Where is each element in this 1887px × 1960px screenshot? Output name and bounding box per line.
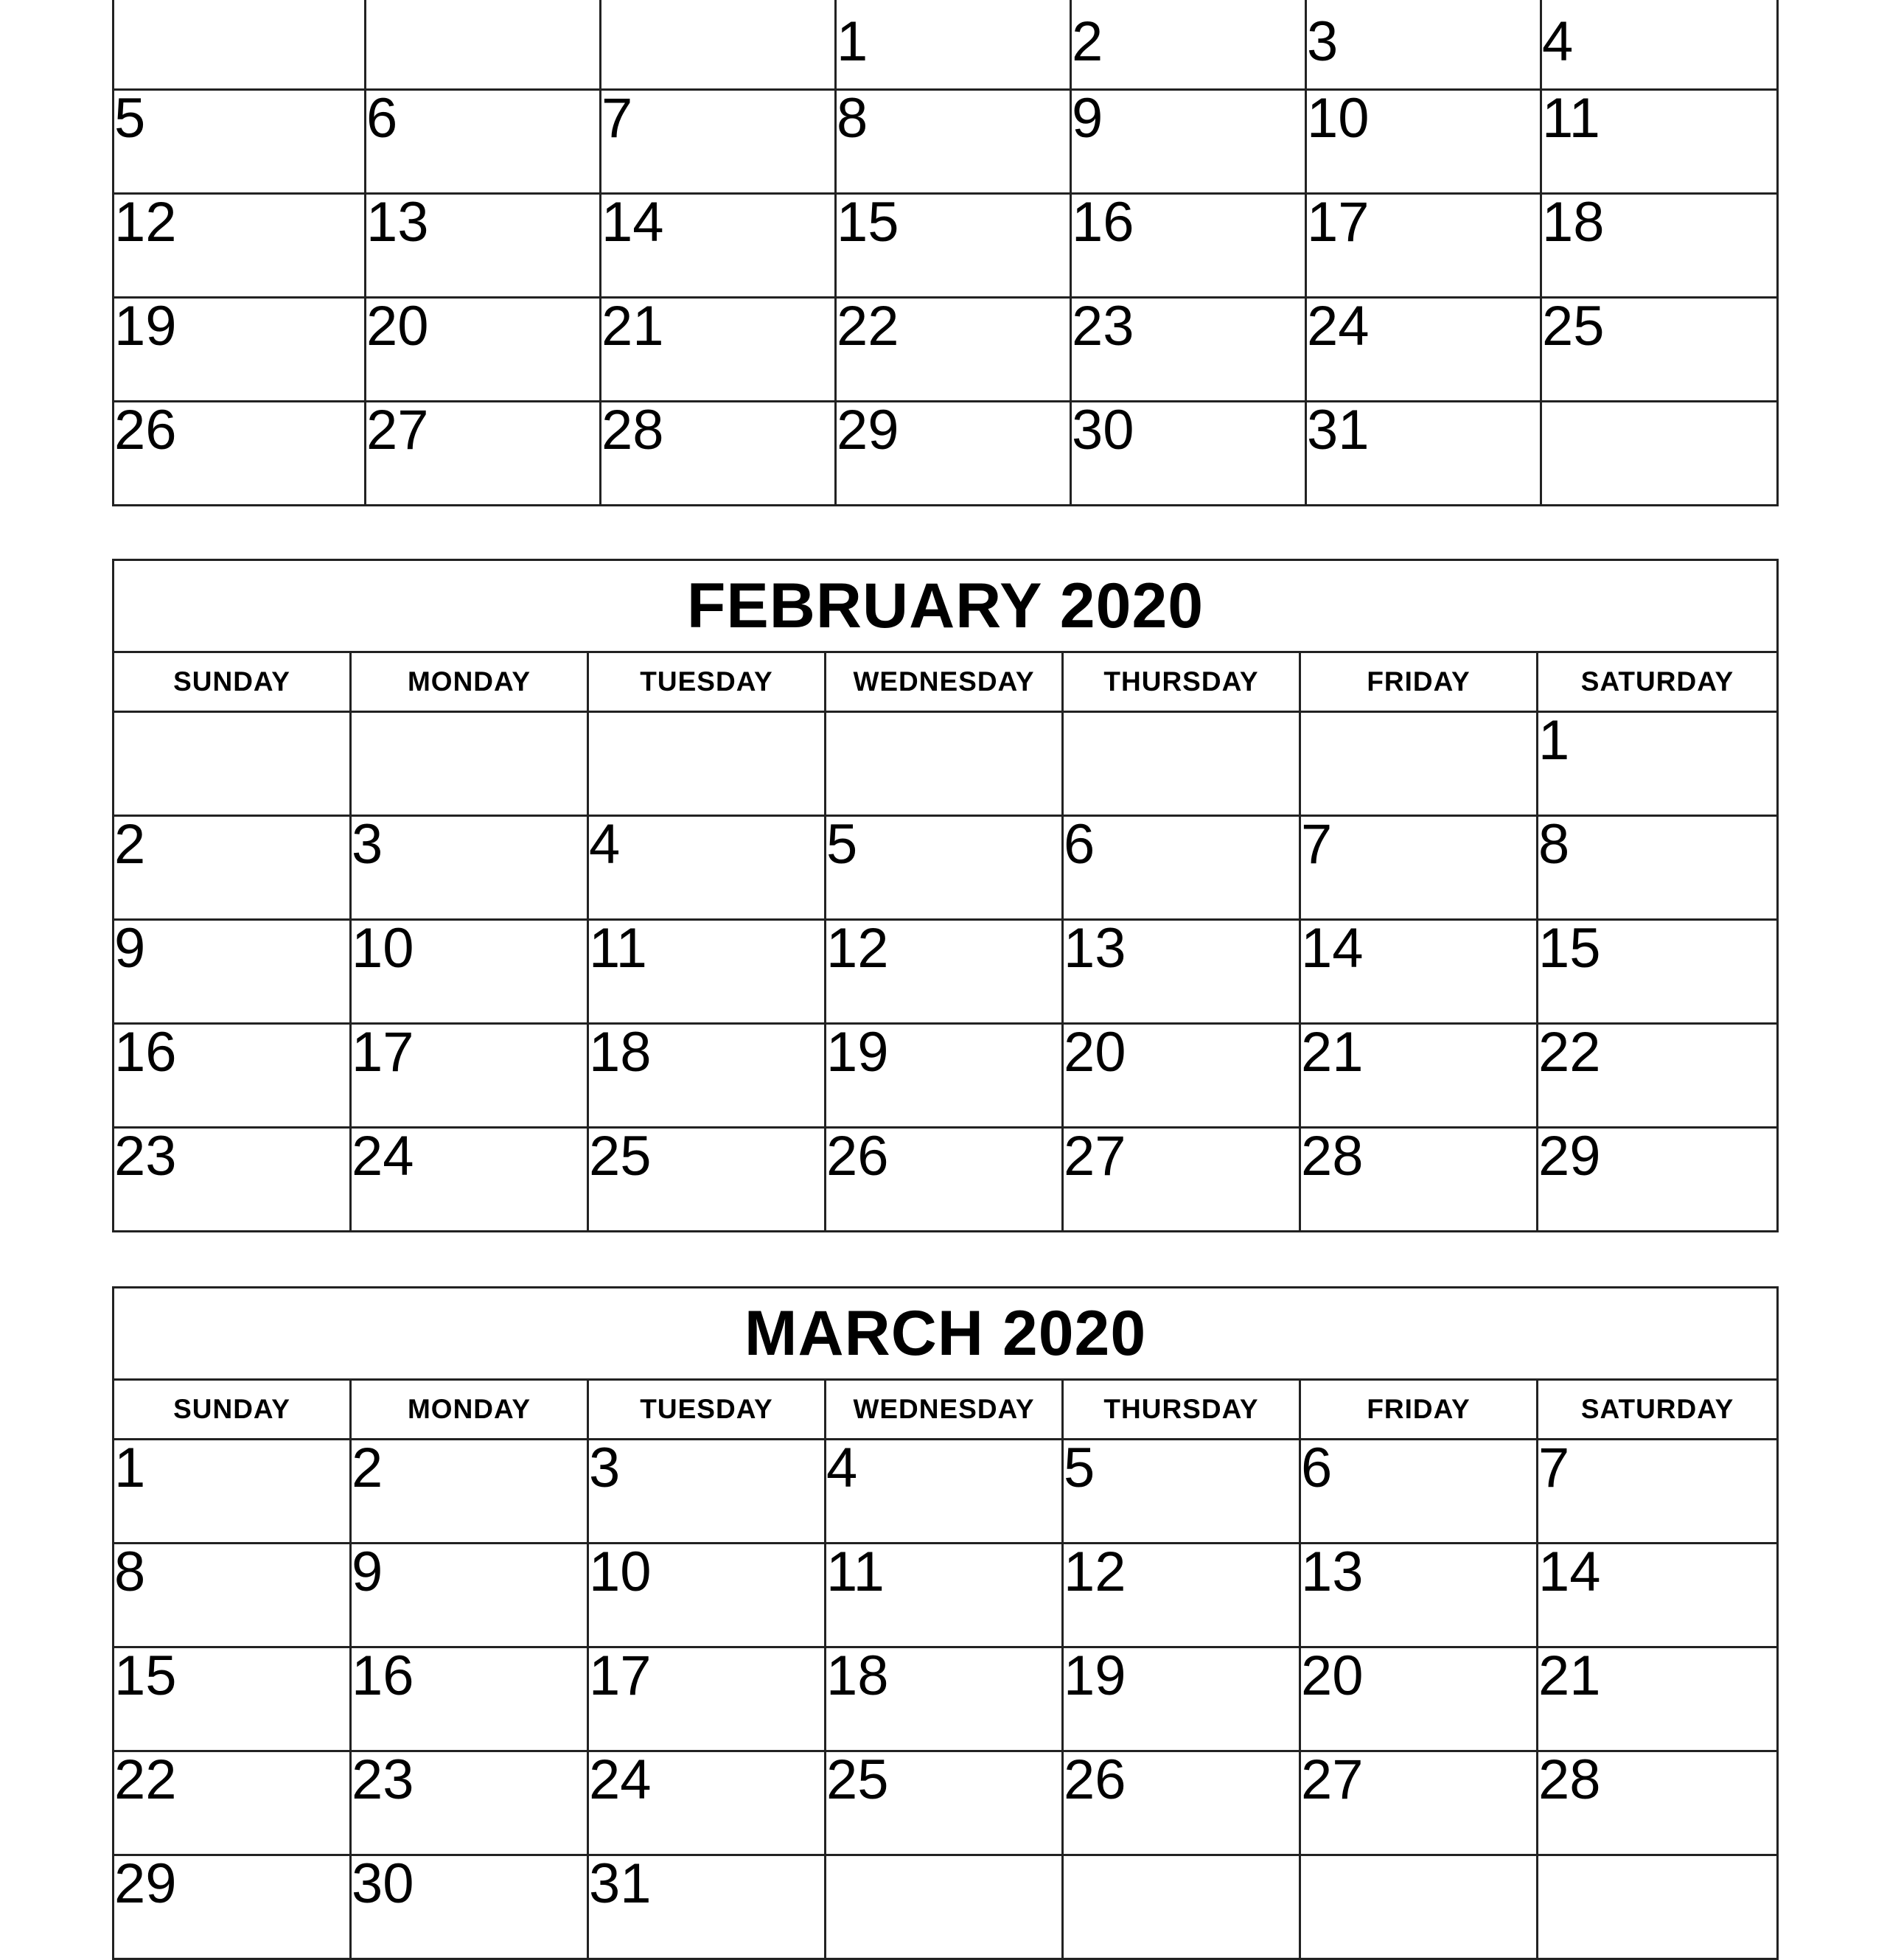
day-cell: 4 — [588, 816, 826, 920]
day-cell: 10 — [351, 920, 588, 1024]
week-row — [114, 1544, 1778, 1647]
day-cell: 8 — [836, 90, 1071, 194]
day-cell: 23 — [1071, 298, 1306, 402]
day-cell — [601, 0, 836, 90]
day-cell: 23 — [114, 1128, 351, 1232]
day-cell: 13 — [1063, 920, 1300, 1024]
day-cell — [351, 712, 588, 816]
day-cell: 26 — [826, 1128, 1063, 1232]
day-cell: 10 — [1306, 90, 1541, 194]
day-cell — [114, 712, 351, 816]
week-row — [114, 1647, 1778, 1751]
day-cell: 11 — [1541, 90, 1778, 194]
day-cell: 8 — [1538, 816, 1778, 920]
day-cell: 18 — [588, 1024, 826, 1128]
weekday-label: MONDAY — [351, 1380, 588, 1440]
day-cell: 7 — [601, 90, 836, 194]
day-cell: 16 — [351, 1647, 588, 1751]
day-cell: 3 — [588, 1440, 826, 1544]
week-row — [114, 90, 1778, 194]
weekday-label: THURSDAY — [1063, 652, 1300, 712]
week-row — [114, 712, 1778, 816]
day-cell: 24 — [351, 1128, 588, 1232]
day-cell: 27 — [366, 402, 601, 506]
day-cell: 19 — [1063, 1647, 1300, 1751]
day-cell: 24 — [588, 1751, 826, 1855]
day-cell: 15 — [836, 194, 1071, 298]
day-cell: 29 — [836, 402, 1071, 506]
day-cell: 25 — [588, 1128, 826, 1232]
day-cell: 15 — [1538, 920, 1778, 1024]
weekday-label: WEDNESDAY — [826, 652, 1063, 712]
day-cell: 5 — [826, 816, 1063, 920]
day-cell: 1 — [114, 1440, 351, 1544]
day-cell: 21 — [601, 298, 836, 402]
weekday-label: MONDAY — [351, 652, 588, 712]
day-cell: 30 — [1071, 402, 1306, 506]
weekday-label: FRIDAY — [1300, 1380, 1538, 1440]
day-cell: 30 — [351, 1855, 588, 1959]
day-cell: 9 — [351, 1544, 588, 1647]
week-row — [114, 1128, 1778, 1232]
weekday-header-row — [114, 1380, 1778, 1440]
day-cell: 14 — [601, 194, 836, 298]
day-cell — [588, 712, 826, 816]
day-cell: 17 — [588, 1647, 826, 1751]
day-cell: 12 — [1063, 1544, 1300, 1647]
day-cell: 28 — [601, 402, 836, 506]
day-cell — [1300, 712, 1538, 816]
day-cell — [1300, 1855, 1538, 1959]
day-cell: 24 — [1306, 298, 1541, 402]
day-cell — [1063, 1855, 1300, 1959]
day-cell: 19 — [114, 298, 366, 402]
day-cell: 14 — [1300, 920, 1538, 1024]
day-cell: 9 — [1071, 90, 1306, 194]
day-cell — [826, 712, 1063, 816]
day-cell: 12 — [114, 194, 366, 298]
day-cell: 9 — [114, 920, 351, 1024]
day-cell — [1538, 1855, 1778, 1959]
day-cell — [1063, 712, 1300, 816]
day-cell: 6 — [366, 90, 601, 194]
day-cell: 20 — [1300, 1647, 1538, 1751]
week-row — [114, 1440, 1778, 1544]
day-cell: 21 — [1300, 1024, 1538, 1128]
march-calendar — [112, 1286, 1779, 1960]
day-cell: 18 — [1541, 194, 1778, 298]
day-cell: 11 — [588, 920, 826, 1024]
day-cell: 23 — [351, 1751, 588, 1855]
day-cell: 1 — [836, 0, 1071, 90]
day-cell: 15 — [114, 1647, 351, 1751]
week-row — [114, 0, 1778, 90]
month-title: FEBRUARY 2020 — [114, 560, 1778, 652]
day-cell — [1541, 402, 1778, 506]
day-cell: 31 — [588, 1855, 826, 1959]
day-cell: 4 — [1541, 0, 1778, 90]
week-row — [114, 1024, 1778, 1128]
day-cell: 22 — [114, 1751, 351, 1855]
weekday-label: WEDNESDAY — [826, 1380, 1063, 1440]
day-cell: 27 — [1063, 1128, 1300, 1232]
weekday-label: TUESDAY — [588, 652, 826, 712]
weekday-label: SUNDAY — [114, 1380, 351, 1440]
day-cell: 25 — [826, 1751, 1063, 1855]
day-cell — [366, 0, 601, 90]
day-cell: 2 — [114, 816, 351, 920]
day-cell: 17 — [351, 1024, 588, 1128]
day-cell: 21 — [1538, 1647, 1778, 1751]
day-cell: 28 — [1300, 1128, 1538, 1232]
weekday-label: TUESDAY — [588, 1380, 826, 1440]
week-row — [114, 402, 1778, 506]
day-cell: 28 — [1538, 1751, 1778, 1855]
day-cell: 31 — [1306, 402, 1541, 506]
day-cell: 1 — [1538, 712, 1778, 816]
february-calendar — [112, 559, 1779, 1232]
day-cell: 6 — [1063, 816, 1300, 920]
day-cell: 26 — [1063, 1751, 1300, 1855]
day-cell: 11 — [826, 1544, 1063, 1647]
day-cell: 22 — [836, 298, 1071, 402]
week-row — [114, 1751, 1778, 1855]
day-cell: 19 — [826, 1024, 1063, 1128]
week-row — [114, 1855, 1778, 1959]
day-cell: 7 — [1538, 1440, 1778, 1544]
day-cell — [114, 0, 366, 90]
day-cell: 20 — [366, 298, 601, 402]
day-cell: 29 — [1538, 1128, 1778, 1232]
day-cell: 3 — [351, 816, 588, 920]
weekday-label: SATURDAY — [1538, 1380, 1778, 1440]
day-cell: 5 — [1063, 1440, 1300, 1544]
day-cell: 10 — [588, 1544, 826, 1647]
day-cell: 18 — [826, 1647, 1063, 1751]
week-row — [114, 194, 1778, 298]
day-cell: 5 — [114, 90, 366, 194]
day-cell: 26 — [114, 402, 366, 506]
day-cell: 22 — [1538, 1024, 1778, 1128]
day-cell: 29 — [114, 1855, 351, 1959]
day-cell: 4 — [826, 1440, 1063, 1544]
day-cell: 16 — [1071, 194, 1306, 298]
day-cell: 12 — [826, 920, 1063, 1024]
month-title: MARCH 2020 — [114, 1288, 1778, 1380]
day-cell: 8 — [114, 1544, 351, 1647]
day-cell: 25 — [1541, 298, 1778, 402]
weekday-header-row — [114, 652, 1778, 712]
day-cell: 16 — [114, 1024, 351, 1128]
day-cell: 2 — [1071, 0, 1306, 90]
day-cell: 2 — [351, 1440, 588, 1544]
day-cell — [826, 1855, 1063, 1959]
day-cell: 14 — [1538, 1544, 1778, 1647]
day-cell: 6 — [1300, 1440, 1538, 1544]
weekday-label: THURSDAY — [1063, 1380, 1300, 1440]
week-row — [114, 298, 1778, 402]
week-row — [114, 816, 1778, 920]
weekday-label: FRIDAY — [1300, 652, 1538, 712]
weekday-label: SUNDAY — [114, 652, 351, 712]
day-cell: 7 — [1300, 816, 1538, 920]
day-cell: 13 — [1300, 1544, 1538, 1647]
day-cell: 27 — [1300, 1751, 1538, 1855]
day-cell: 20 — [1063, 1024, 1300, 1128]
day-cell: 13 — [366, 194, 601, 298]
day-cell: 17 — [1306, 194, 1541, 298]
day-cell: 3 — [1306, 0, 1541, 90]
week-row — [114, 920, 1778, 1024]
january-calendar — [112, 0, 1779, 506]
weekday-label: SATURDAY — [1538, 652, 1778, 712]
